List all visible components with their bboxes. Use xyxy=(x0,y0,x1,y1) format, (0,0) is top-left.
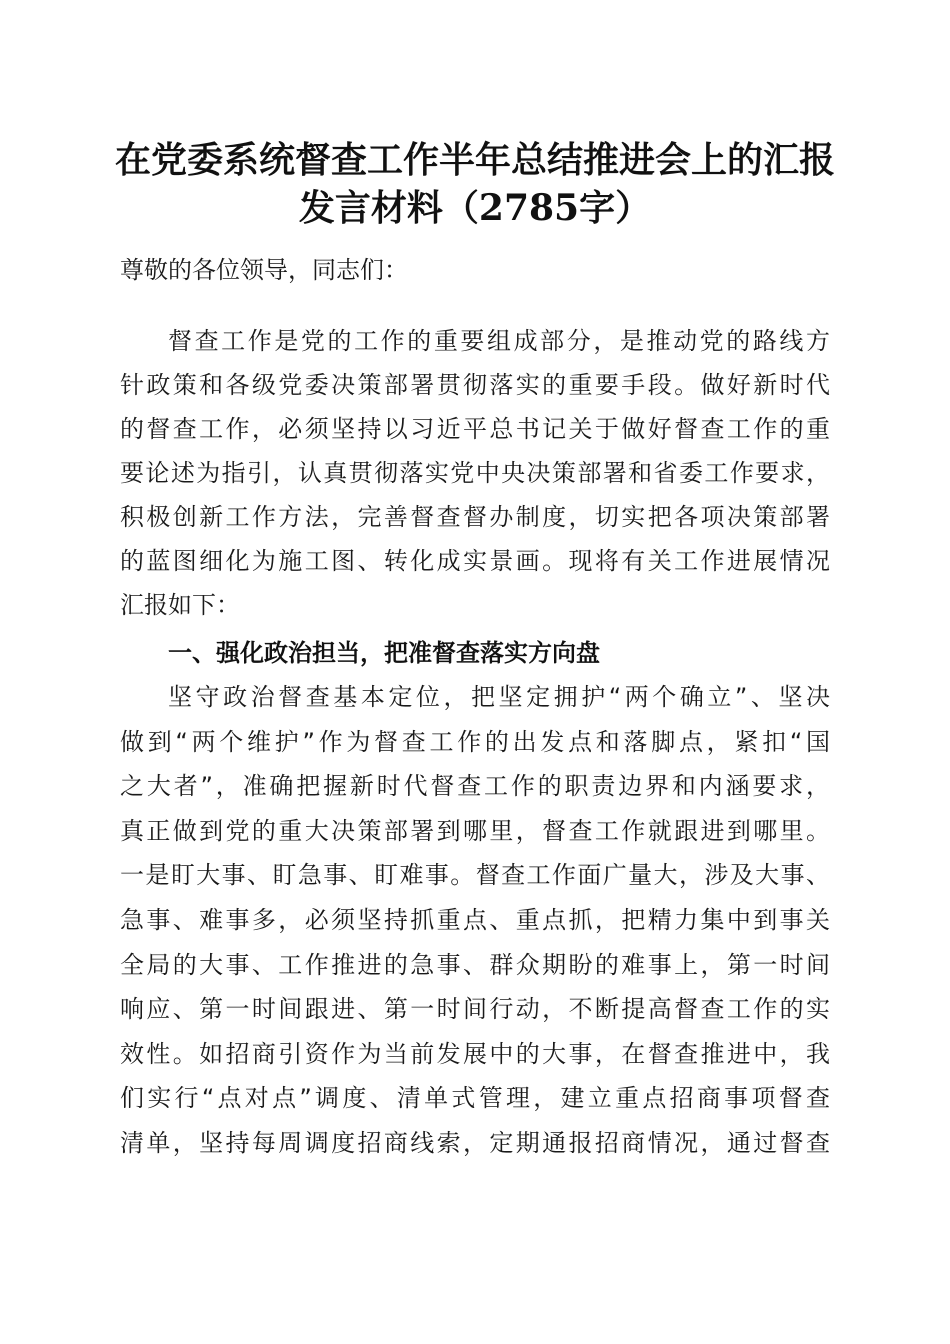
paragraph-1-line: 要论述为指引，认真贯彻落实党中央决策部署和省委工作要求， xyxy=(120,459,830,487)
paragraph-2-line: 一是盯大事、盯急事、盯难事。督查工作面广量大，涉及大事、 xyxy=(120,861,830,889)
paragraph-2-line: 做到“两个维护”作为督查工作的出发点和落脚点，紧扣“国 xyxy=(120,728,830,756)
paragraph-2-line: 真正做到党的重大决策部署到哪里，督查工作就跟进到哪里。 xyxy=(120,817,830,845)
paragraph-2-line: 急事、难事多，必须坚持抓重点、重点抓，把精力集中到事关 xyxy=(120,906,830,934)
paragraph-1-line: 积极创新工作方法，完善督查督办制度，切实把各项决策部署 xyxy=(120,503,830,531)
document-title-line-1: 在党委系统督查工作半年总结推进会上的汇报 xyxy=(114,139,835,181)
paragraph-2-line: 们实行“点对点”调度、清单式管理，建立重点招商事项督查 xyxy=(120,1084,830,1112)
salutation: 尊敬的各位领导，同志们： xyxy=(120,256,408,284)
paragraph-1-line: 的蓝图细化为施工图、转化成实景画。现将有关工作进展情况 xyxy=(120,547,830,575)
paragraph-1-line: 汇报如下： xyxy=(120,591,240,619)
paragraph-2-line: 全局的大事、工作推进的急事、群众期盼的难事上，第一时间 xyxy=(120,951,830,979)
paragraph-2-line: 坚守政治督查基本定位，把坚定拥护“两个确立”、坚决 xyxy=(168,683,830,711)
section-1-heading: 一、强化政治担当，把准督查落实方向盘 xyxy=(168,639,600,667)
paragraph-2-line: 清单，坚持每周调度招商线索，定期通报招商情况，通过督查 xyxy=(120,1129,830,1157)
paragraph-1-line: 督查工作是党的工作的重要组成部分，是推动党的路线方 xyxy=(168,327,830,355)
paragraph-2-line: 效性。如招商引资作为当前发展中的大事，在督查推进中，我 xyxy=(120,1040,830,1068)
paragraph-1-line: 针政策和各级党委决策部署贯彻落实的重要手段。做好新时代 xyxy=(120,371,830,399)
document-title-line-2: 发言材料（2785字） xyxy=(298,187,652,229)
paragraph-2-line: 响应、第一时间跟进、第一时间行动，不断提高督查工作的实 xyxy=(120,995,830,1023)
paragraph-1-line: 的督查工作，必须坚持以习近平总书记关于做好督查工作的重 xyxy=(120,415,830,443)
paragraph-2-line: 之大者”，准确把握新时代督查工作的职责边界和内涵要求， xyxy=(120,772,830,800)
